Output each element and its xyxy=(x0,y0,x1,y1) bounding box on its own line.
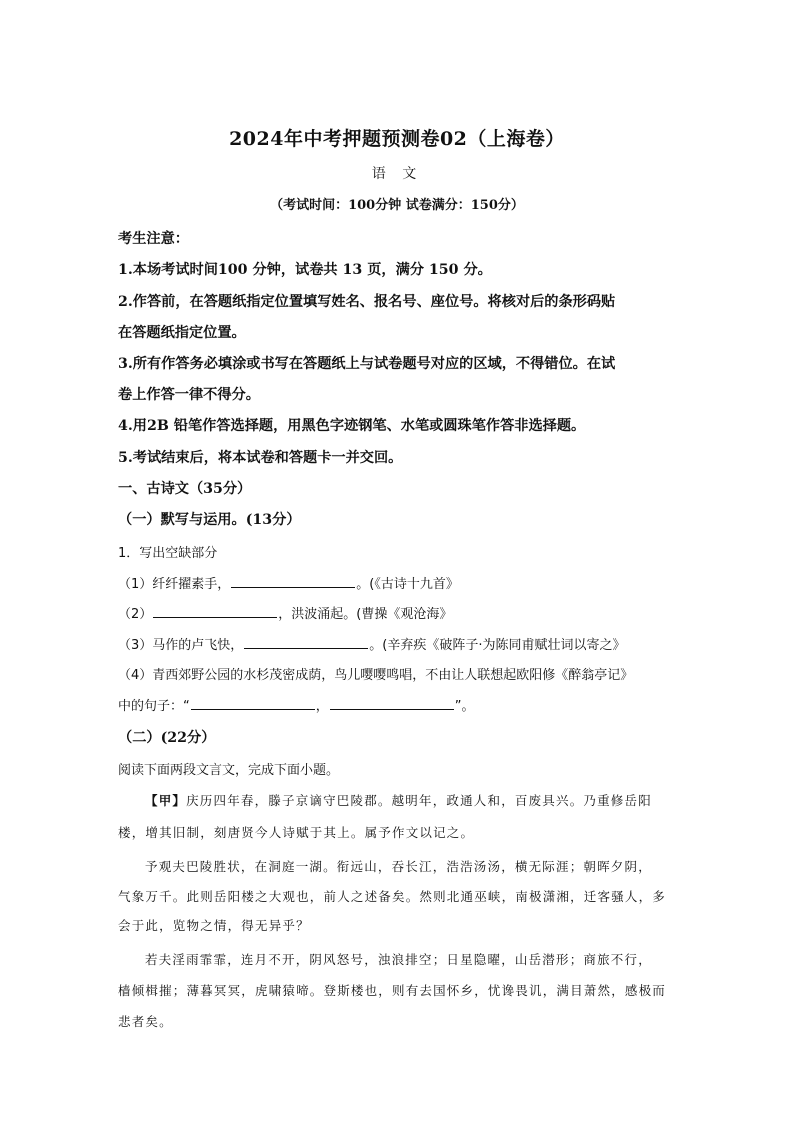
passage-line: 予观夫巴陵胜状，在洞庭一湖。衔远山，吞长江，浩浩汤汤，横无际涯；朝晖夕阴， xyxy=(145,859,652,874)
question-label: 1．写出空缺部分 xyxy=(118,546,218,561)
subject-label: 语 文 xyxy=(371,166,423,182)
answer-blank[interactable] xyxy=(244,634,368,649)
section-heading: 一、古诗文（35分） xyxy=(118,481,252,497)
notice-item: 在答题纸指定位置。 xyxy=(118,325,246,341)
passage-line: 会于此，览物之情，得无异乎？ xyxy=(118,918,310,933)
question-text: 中的句子：“ xyxy=(118,699,190,714)
notice-item: 2.作答前，在答题纸指定位置填写姓名、报名号、座位号。将核对后的条形码贴 xyxy=(118,294,616,310)
part-heading: （一）默写与运用。(13分） xyxy=(118,512,301,528)
question-text: 。(《古诗十九首》 xyxy=(356,577,459,592)
part-heading: （二）(22分） xyxy=(118,730,216,746)
passage-tag: 【甲】 xyxy=(145,793,187,808)
notice-item: 1.本场考试时间100 分钟，试卷共 13 页，满分 150 分。 xyxy=(118,262,492,278)
question-item xyxy=(118,695,475,714)
question-text: （2） xyxy=(118,607,153,622)
question-text: （3）马作的卢飞快， xyxy=(118,638,244,653)
passage-text: 庆历四年春，滕子京谪守巴陵郡。越明年，政通人和，百废具兴。乃重修岳阳 xyxy=(186,793,652,808)
question-text: ”。 xyxy=(454,699,475,714)
question-item: （4）青西郊野公园的水杉茂密成荫，鸟儿嘤嘤鸣唱，不由让人联想起欧阳修《醉翁亭记》 xyxy=(118,668,634,683)
question-text: ， xyxy=(315,699,329,714)
notice-heading: 考生注意： xyxy=(118,231,189,247)
question-item xyxy=(118,634,626,653)
reading-intro: 阅读下面两段文言文，完成下面小题。 xyxy=(118,763,340,778)
question-text: ，洪波涌起。(曹操《观沧海》 xyxy=(278,607,453,622)
passage-line: 楼，增其旧制，刻唐贤今人诗赋于其上。属予作文以记之。 xyxy=(118,825,475,840)
notice-item: 5.考试结束后，将本试卷和答题卡一并交回。 xyxy=(118,450,403,466)
passage-line: 悲者矣。 xyxy=(118,1014,173,1029)
notice-item: 4.用2B 铅笔作答选择题，用黑色字迹钢笔、水笔或圆珠笔作答非选择题。 xyxy=(118,418,586,434)
notice-item: 卷上作答一律不得分。 xyxy=(118,387,260,403)
passage-line xyxy=(145,791,652,809)
passage-line: 气象万千。此则岳阳楼之大观也，前人之述备矣。然则北通巫峡，南极潇湘，迁客骚人，多 xyxy=(118,889,667,904)
question-text: 。(辛弃疾《破阵子·为陈同甫赋壮词以寄之》 xyxy=(369,638,626,653)
question-text: （1）纤纤擢素手， xyxy=(118,577,231,592)
time-info: （考试时间：100分钟 试卷满分：150分） xyxy=(270,198,524,213)
page-title: 2024年中考押题预测卷02（上海卷） xyxy=(229,128,565,150)
question-item xyxy=(118,573,459,592)
passage-line: 樯倾楫摧；薄暮冥冥，虎啸猿啼。登斯楼也，则有去国怀乡，忧谗畏讥，满目萧然，感极而 xyxy=(118,983,667,998)
answer-blank[interactable] xyxy=(330,695,454,710)
answer-blank[interactable] xyxy=(191,695,315,710)
answer-blank[interactable] xyxy=(231,573,355,588)
passage-line: 若夫淫雨霏霏，连月不开，阴风怒号，浊浪排空；日星隐曜，山岳潜形；商旅不行， xyxy=(145,952,652,967)
question-item xyxy=(118,603,452,622)
answer-blank[interactable] xyxy=(153,603,277,618)
notice-item: 3.所有作答务必填涂或书写在答题纸上与试卷题号对应的区域，不得错位。在试 xyxy=(118,356,616,372)
